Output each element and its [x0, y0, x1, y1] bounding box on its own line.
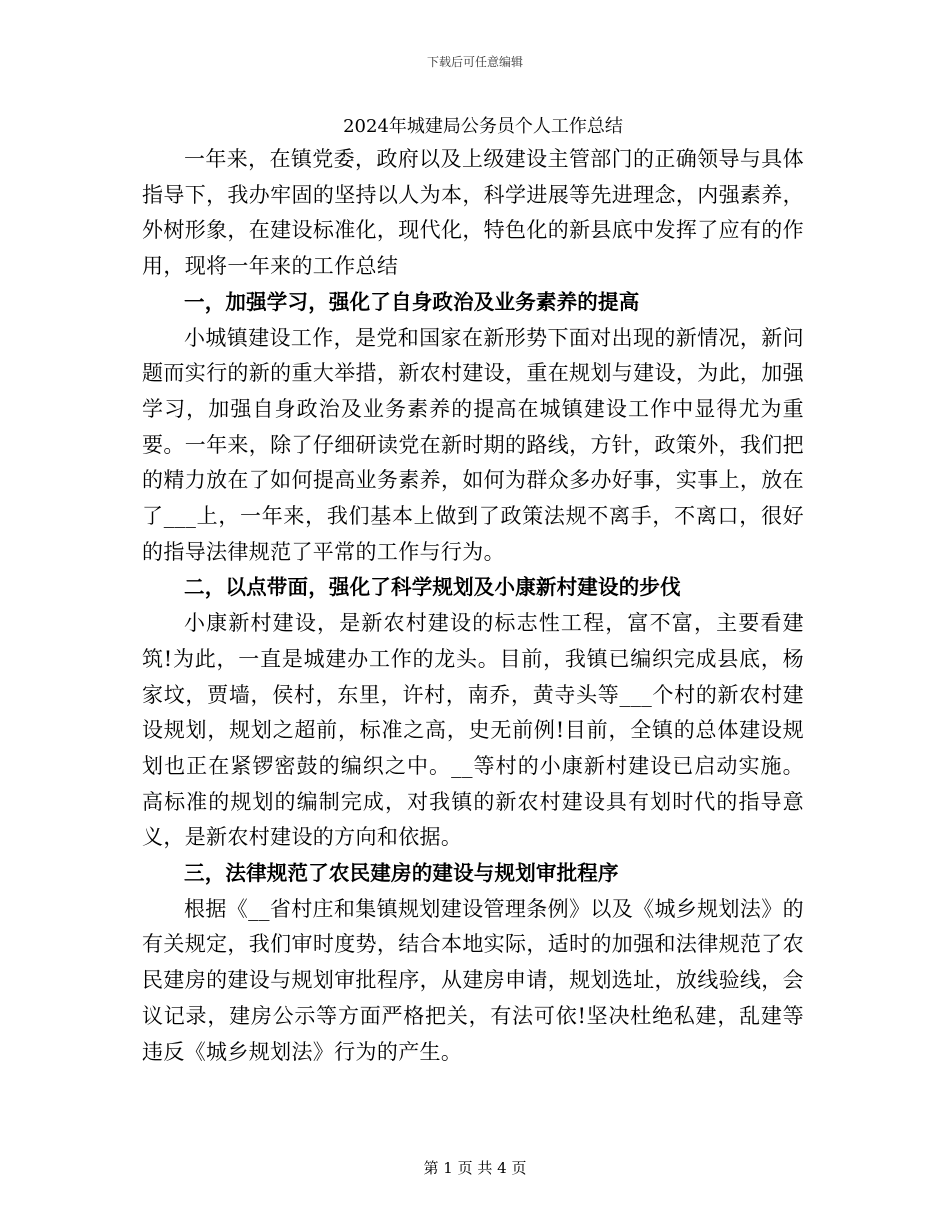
document-title: 2024年城建局公务员个人工作总结: [343, 116, 623, 137]
section-3-heading: 三，法律规范了农民建房的建设与规划审批程序: [184, 861, 619, 886]
section-2-heading: 二，以点带面，强化了科学规划及小康新村建设的步伐: [184, 575, 681, 600]
page-number-footer: 第 1 页 共 4 页: [423, 1159, 527, 1177]
header-note: 下载后可任意编辑: [426, 55, 523, 69]
section-3-body: 根据《__省村庄和集镇规划建设管理条例》以及《城乡规划法》的有关规定，我们审时度势，结合本地实际，适时的加强和法律规范了农民建房的建设与规划审批程序，从建房申请，规划选址，放线验线，会议记录，建房公示等方面严格把关，有法可依!坚决杜绝私建，乱建等违反《城乡规划法》行为的产生。: [142, 896, 804, 1064]
document-body: [142, 112, 804, 1070]
intro-paragraph: 一年来，在镇党委，政府以及上级建设主管部门的正确领导与具体指导下，我办牢固的坚持以人为本，科学进展等先进理念，内强素养，外树形象，在建设标准化，现代化，特色化的新县底中发挥了应有的作用，现将一年来的工作总结: [142, 147, 804, 279]
section-1-heading: 一，加强学习，强化了自身政治及业务素养的提高: [184, 289, 640, 314]
section-2-body: 小康新村建设，是新农村建设的标志性工程，富不富，主要看建筑!为此，一直是城建办工作的龙头。目前，我镇已编织完成县底，杨家坟，贾墙，侯村，东里，许村，南乔，黄寺头等___个村的新农村建设规划，规划之超前，标准之高，史无前例!目前，全镇的总体建设规划也正在紧锣密鼓的编织之中。__等村的小康新村建设已启动实施。高标准的规划的编制完成，对我镇的新农村建设具有划时代的指导意义，是新农村建设的方向和依据。: [142, 611, 804, 850]
section-1-body: 小城镇建设工作，是党和国家在新形势下面对出现的新情况，新问题而实行的新的重大举措，新农村建设，重在规划与建设，为此，加强学习，加强自身政治及业务素养的提高在城镇建设工作中显得尤为重要。一年来，除了仔细研读党在新时期的路线，方针，政策外，我们把的精力放在了如何提高业务素养，如何为群众多办好事，实事上，放在了___上，一年来，我们基本上做到了政策法规不离手，不离口，很好的指导法律规范了平常的工作与行为。: [142, 325, 804, 564]
